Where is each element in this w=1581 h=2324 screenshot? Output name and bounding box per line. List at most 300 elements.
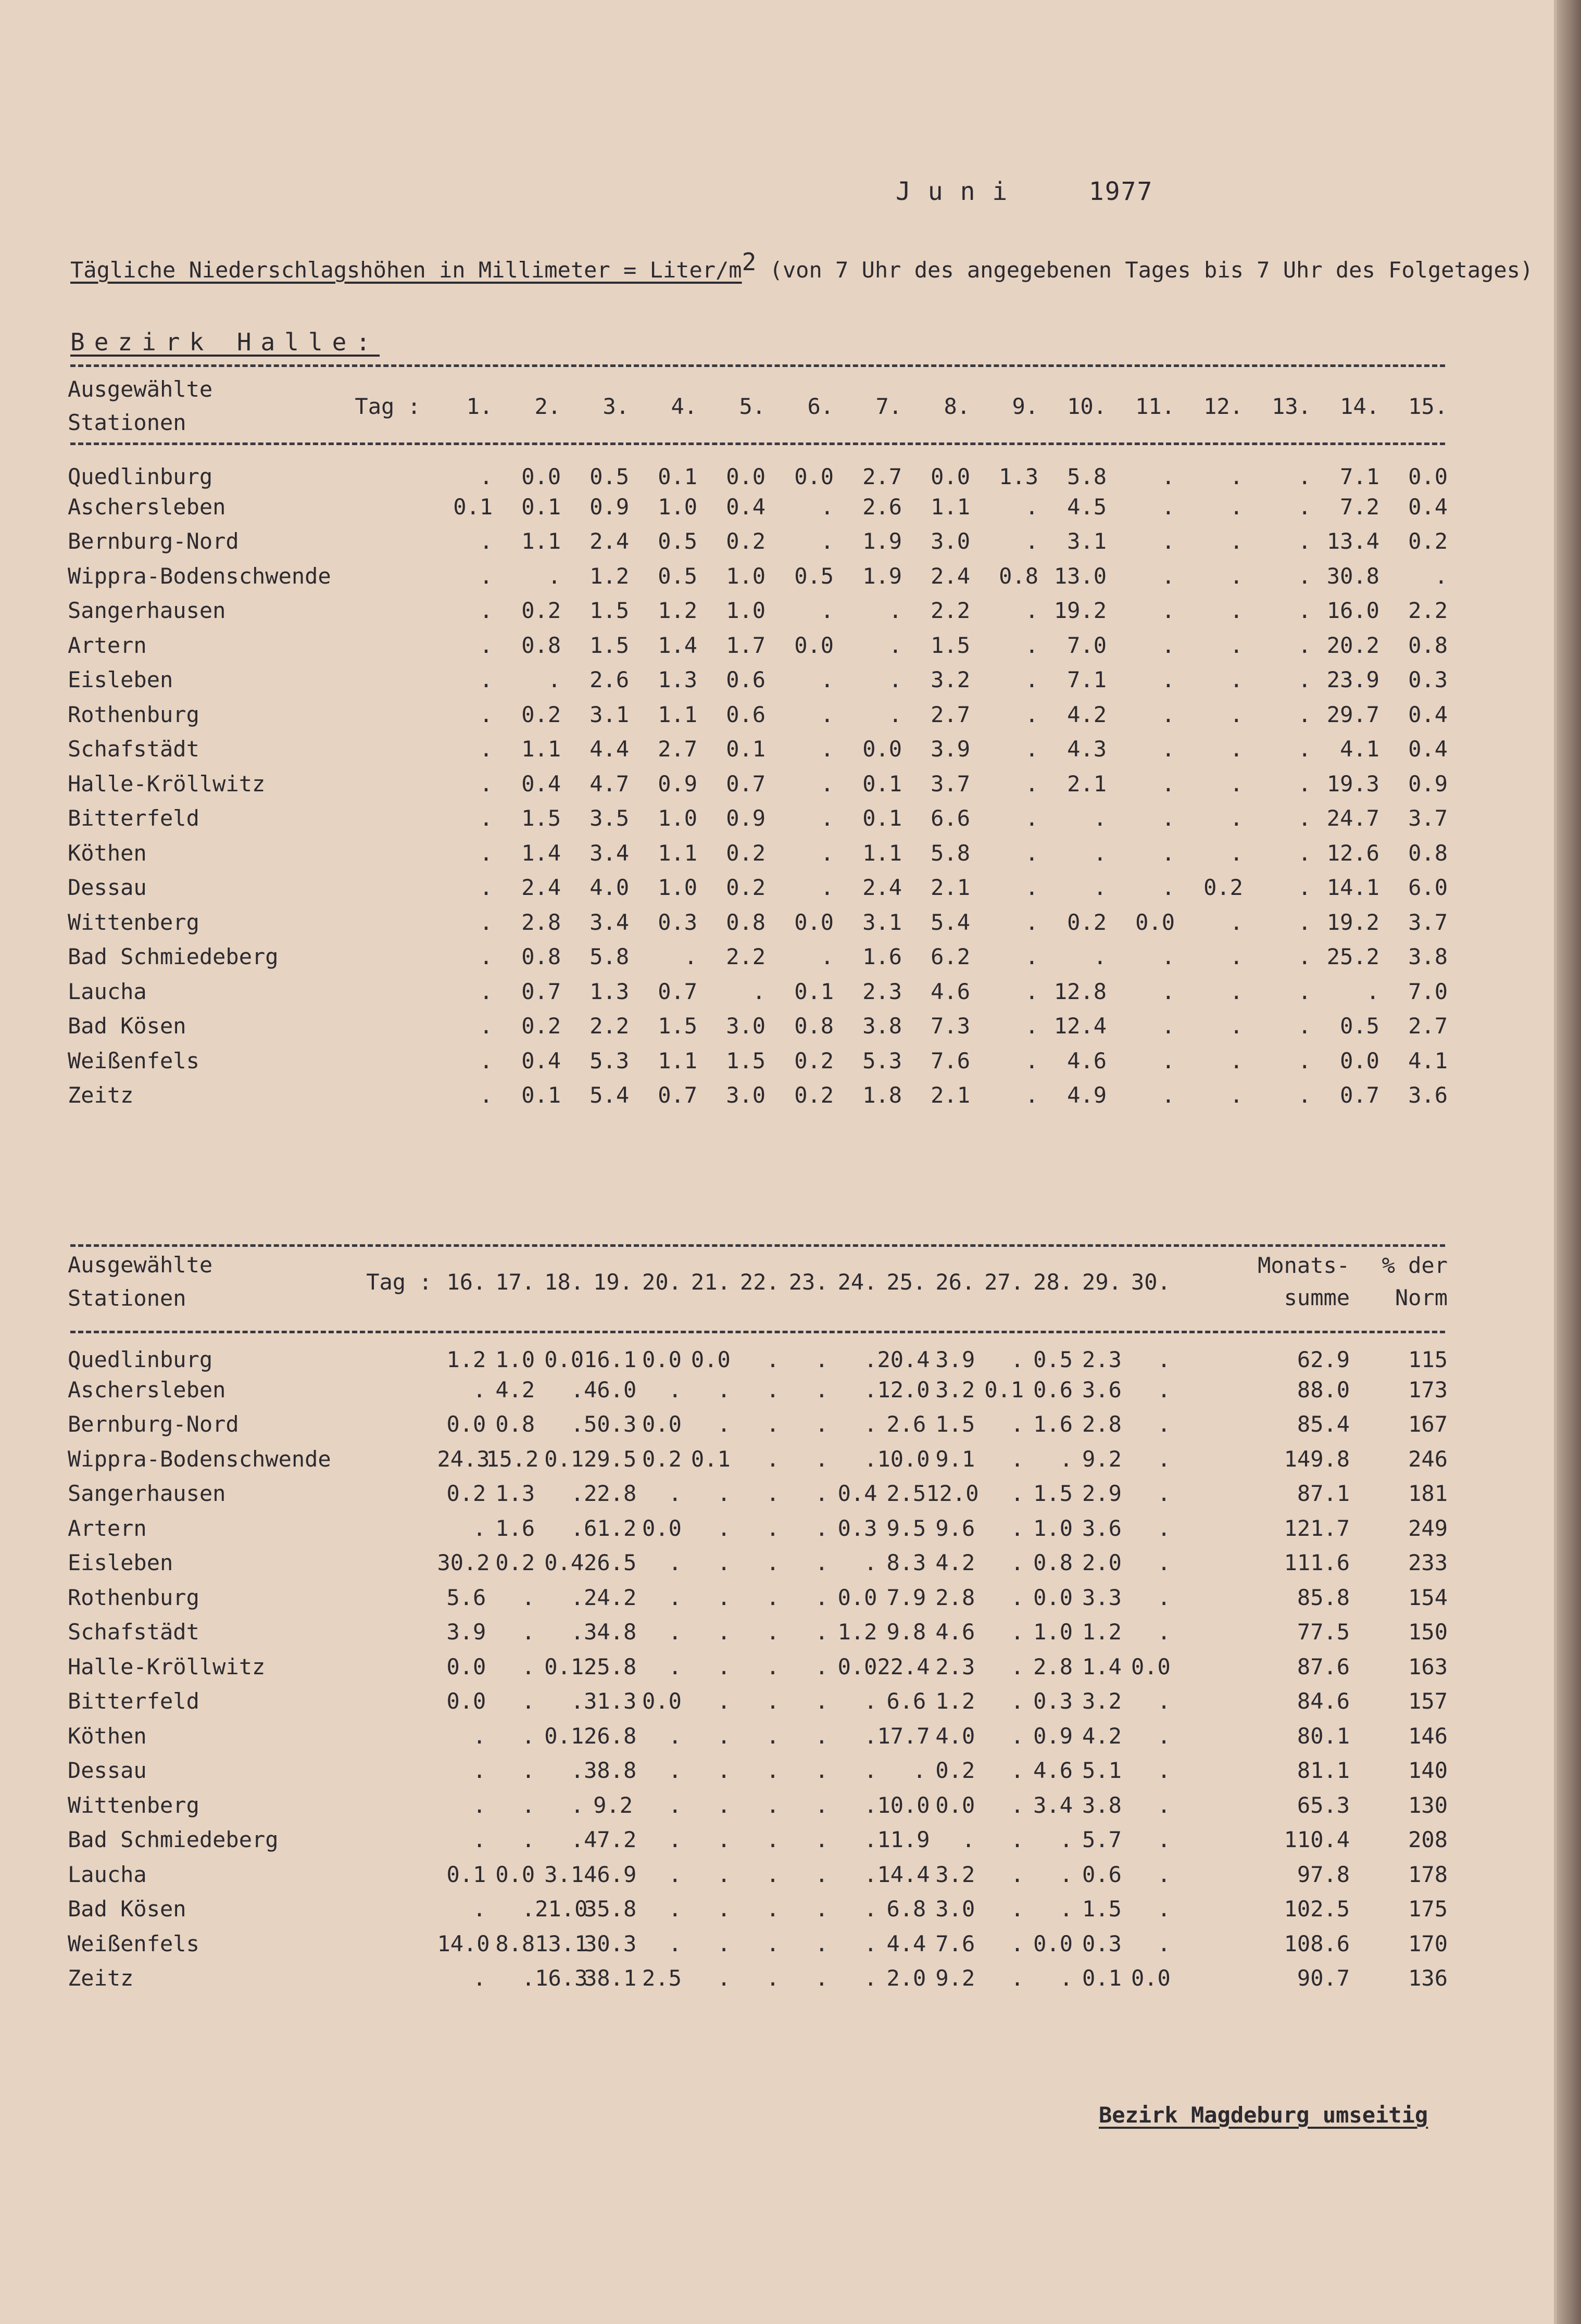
precipitation-value: 0.0 <box>495 1861 535 1887</box>
precipitation-value: 2.8 <box>521 909 561 935</box>
precipitation-value: . <box>815 1550 829 1576</box>
precipitation-value: 4.4 <box>589 736 630 762</box>
precipitation-value: 2.1 <box>931 875 971 901</box>
precipitation-value: 3.1 <box>862 909 902 935</box>
station-name: Eisleben <box>68 1550 173 1576</box>
precipitation-value: . <box>815 1653 829 1679</box>
precipitation-value: . <box>1229 632 1243 658</box>
station-name: Weißenfels <box>68 1930 199 1956</box>
precipitation-value: . <box>1161 494 1175 520</box>
day-header: 18. <box>544 1269 584 1295</box>
precipitation-value: 1.3 <box>658 667 698 693</box>
monthly-sum: 85.4 <box>1297 1411 1350 1437</box>
table-row <box>68 559 1448 593</box>
precipitation-value: . <box>1298 464 1311 489</box>
precipitation-value: 3.1 <box>544 1861 584 1887</box>
precipitation-value: . <box>1298 1013 1311 1039</box>
precipitation-value: 1.4 <box>521 840 561 866</box>
monthly-sum: 62.9 <box>1297 1347 1350 1372</box>
day-header: 30. <box>1131 1269 1171 1295</box>
precipitation-value: . <box>1229 909 1243 935</box>
precipitation-value: 0.2 <box>794 1082 834 1108</box>
precipitation-value: . <box>521 1827 535 1853</box>
monthly-sum: 88.0 <box>1297 1376 1350 1403</box>
precipitation-value: 5.1 <box>1082 1758 1122 1784</box>
tag-spacer <box>351 1078 424 1113</box>
precipitation-value: 0.4 <box>521 771 561 797</box>
precipitation-value: . <box>888 667 902 693</box>
precipitation-value: 1.5 <box>1033 1481 1073 1507</box>
precipitation-value: 4.6 <box>931 978 971 1004</box>
precipitation-value: 3.0 <box>726 1082 766 1108</box>
precipitation-value: 9.2 <box>593 1792 633 1818</box>
precipitation-value: 0.5 <box>658 563 698 589</box>
precipitation-value: 3.8 <box>1408 944 1448 970</box>
tag-spacer <box>361 1961 437 1996</box>
precipitation-value: . <box>479 563 493 589</box>
precipitation-value: . <box>668 1792 682 1818</box>
precipitation-value: 1.3 <box>495 1481 535 1507</box>
precipitation-value: . <box>479 1013 493 1039</box>
precipitation-value: 5.8 <box>589 944 630 970</box>
precipitation-value: . <box>1161 701 1175 727</box>
precipitation-value: . <box>1093 805 1107 831</box>
precipitation-value: . <box>1229 736 1243 762</box>
footer-note: Bezirk Magdeburg umseitig <box>1099 2102 1428 2128</box>
precipitation-value: . <box>815 1930 829 1956</box>
precipitation-value: . <box>547 563 561 589</box>
precipitation-value: 7.1 <box>1067 667 1107 693</box>
precipitation-value: . <box>1157 1515 1171 1541</box>
precipitation-value: 1.2 <box>589 563 630 589</box>
precipitation-value: 0.8 <box>999 563 1039 589</box>
tag-spacer <box>351 1043 424 1078</box>
day-header: 19. <box>593 1269 633 1295</box>
precipitation-value: . <box>521 1792 535 1818</box>
precipitation-value: 21.0 <box>535 1896 588 1922</box>
precipitation-value: 0.8 <box>794 1013 834 1039</box>
precipitation-value: . <box>864 1792 877 1818</box>
norm-percent: 136 <box>1408 1965 1448 1991</box>
precipitation-value: 3.8 <box>862 1013 902 1039</box>
precipitation-value: 0.0 <box>1033 1584 1073 1610</box>
precipitation-value: 9.1 <box>935 1446 975 1472</box>
table-row <box>68 1476 1448 1511</box>
station-name: Bitterfeld <box>68 1688 199 1714</box>
precipitation-value: 2.1 <box>1067 771 1107 797</box>
precipitation-value: . <box>815 1411 829 1437</box>
precipitation-value: 8.8 <box>495 1930 535 1956</box>
precipitation-value: 7.2 <box>1340 494 1379 520</box>
precipitation-value: 3.1 <box>589 701 630 727</box>
tag-spacer <box>361 1546 437 1581</box>
precipitation-value: . <box>1229 840 1243 866</box>
precipitation-value: 2.7 <box>931 701 971 727</box>
table-row <box>68 697 1448 732</box>
precipitation-value: 0.2 <box>495 1550 535 1576</box>
precipitation-value: . <box>1010 1550 1024 1576</box>
day-header: 9. <box>1012 393 1039 419</box>
precipitation-value: . <box>820 598 834 624</box>
precipitation-value: 0.4 <box>544 1550 584 1576</box>
precipitation-value: . <box>1010 1723 1024 1749</box>
day-header: 5. <box>739 393 766 419</box>
precipitation-value: 3.9 <box>931 736 971 762</box>
table-row <box>68 1615 1448 1650</box>
monthly-sum: 111.6 <box>1284 1550 1350 1576</box>
monthly-sum: 77.5 <box>1297 1619 1350 1645</box>
precipitation-value: 0.7 <box>726 771 766 797</box>
precipitation-value: . <box>570 1758 584 1784</box>
table-row <box>68 1926 1448 1961</box>
station-name: Aschersleben <box>68 494 226 520</box>
precipitation-value: . <box>1010 1515 1024 1541</box>
precipitation-value: . <box>1025 528 1039 554</box>
norm-percent: 146 <box>1408 1723 1448 1749</box>
monthly-sum: 97.8 <box>1297 1861 1350 1887</box>
precipitation-value: . <box>766 1896 780 1922</box>
precipitation-value: 0.6 <box>726 667 766 693</box>
precipitation-value: . <box>1229 494 1243 520</box>
precipitation-value: 4.1 <box>1408 1047 1448 1073</box>
precipitation-value: 0.0 <box>691 1347 731 1372</box>
precipitation-value: . <box>1157 1481 1171 1507</box>
precipitation-value: 0.2 <box>446 1481 486 1507</box>
precipitation-value: . <box>1010 1584 1024 1610</box>
precipitation-value: . <box>864 1376 877 1403</box>
precipitation-value: . <box>668 1930 682 1956</box>
precipitation-value: . <box>864 1896 877 1922</box>
precipitation-value: 0.3 <box>1033 1688 1073 1714</box>
precipitation-value: 0.8 <box>521 944 561 970</box>
station-name: Rothenburg <box>68 1584 199 1610</box>
monthly-sum: 108.6 <box>1284 1930 1350 1956</box>
precipitation-value: 1.9 <box>862 528 902 554</box>
precipitation-value: 3.4 <box>589 840 630 866</box>
tag-spacer <box>351 870 424 905</box>
precipitation-value: . <box>1229 805 1243 831</box>
precipitation-value: . <box>684 944 698 970</box>
precipitation-value: . <box>1161 978 1175 1004</box>
station-name: Laucha <box>68 978 147 1004</box>
precipitation-value: 6.6 <box>931 805 971 831</box>
table-row <box>68 439 1448 489</box>
precipitation-value: . <box>1025 805 1039 831</box>
tag-spacer <box>351 559 424 593</box>
precipitation-value: . <box>479 701 493 727</box>
table-row <box>68 1684 1448 1719</box>
precipitation-value: . <box>1161 464 1175 489</box>
precipitation-value: 0.0 <box>642 1515 682 1541</box>
precipitation-value: . <box>815 1481 829 1507</box>
norm-percent: 249 <box>1408 1515 1448 1541</box>
precipitation-value: 0.5 <box>1033 1347 1073 1372</box>
precipitation-value: . <box>1157 1376 1171 1403</box>
precipitation-value: 2.6 <box>589 667 630 693</box>
precipitation-value: 2.7 <box>658 736 698 762</box>
norm-percent: 173 <box>1408 1376 1448 1403</box>
precipitation-value: . <box>1161 667 1175 693</box>
precipitation-value: 4.1 <box>1340 736 1379 762</box>
precipitation-value: . <box>766 1827 780 1853</box>
precipitation-value: 2.1 <box>931 1082 971 1108</box>
precipitation-value: . <box>479 598 493 624</box>
precipitation-value: . <box>1298 875 1311 901</box>
norm-percent: 233 <box>1408 1550 1448 1576</box>
precipitation-value: . <box>479 805 493 831</box>
precipitation-value: 9.5 <box>886 1515 926 1541</box>
precipitation-value: 0.2 <box>642 1446 682 1472</box>
precipitation-value: 3.2 <box>935 1376 975 1403</box>
precipitation-value: . <box>1161 563 1175 589</box>
monthly-sum: 90.7 <box>1297 1965 1350 1991</box>
tag-spacer <box>351 663 424 698</box>
day-header: 2. <box>534 393 561 419</box>
norm-percent: 140 <box>1408 1758 1448 1784</box>
precipitation-value: 2.3 <box>1082 1347 1122 1372</box>
precipitation-value: . <box>1010 1827 1024 1853</box>
precipitation-value: . <box>570 1481 584 1507</box>
precipitation-value: . <box>752 978 766 1004</box>
precipitation-value: . <box>766 1515 780 1541</box>
day-header: 27. <box>984 1269 1024 1295</box>
monthly-sum: 110.4 <box>1284 1827 1350 1853</box>
precipitation-value: 26.8 <box>584 1723 637 1749</box>
precipitation-value: 16.3 <box>535 1965 588 1991</box>
precipitation-value: . <box>1157 1347 1171 1372</box>
precipitation-value: 1.4 <box>1082 1653 1122 1679</box>
precipitation-value: . <box>1059 1861 1073 1887</box>
precipitation-value: . <box>1161 1013 1175 1039</box>
precipitation-value: . <box>570 1515 584 1541</box>
subtitle-superscript: 2 <box>742 248 757 276</box>
precipitation-value: . <box>1093 840 1107 866</box>
precipitation-value: 0.8 <box>1408 840 1448 866</box>
precipitation-value: . <box>1010 1619 1024 1645</box>
precipitation-value: 7.0 <box>1067 632 1107 658</box>
precipitation-value: . <box>766 1376 780 1403</box>
norm-percent: 157 <box>1408 1688 1448 1714</box>
precipitation-value: . <box>1229 944 1243 970</box>
precipitation-value: . <box>864 1827 877 1853</box>
precipitation-value: . <box>913 1758 926 1784</box>
precipitation-value: 0.2 <box>726 840 766 866</box>
precipitation-value: . <box>1298 736 1311 762</box>
station-name: Bad Schmiedeberg <box>68 1827 279 1853</box>
table-header-row <box>68 373 1448 439</box>
precipitation-value: . <box>1298 667 1311 693</box>
table-row <box>68 940 1448 975</box>
precipitation-value: 0.0 <box>544 1347 584 1372</box>
precipitation-value: 0.0 <box>931 464 971 489</box>
precipitation-value: . <box>521 1965 535 1991</box>
precipitation-value: 3.0 <box>726 1013 766 1039</box>
precipitation-value: 0.0 <box>1408 464 1448 489</box>
precipitation-value: 0.9 <box>589 494 630 520</box>
precipitation-value: . <box>766 1619 780 1645</box>
precipitation-value: 1.2 <box>446 1347 486 1372</box>
precipitation-value: 29.5 <box>584 1446 637 1472</box>
day-header: 24. <box>837 1269 877 1295</box>
precipitation-value: . <box>1161 736 1175 762</box>
precipitation-value: 0.4 <box>837 1481 877 1507</box>
table-row <box>68 1857 1448 1892</box>
table-row <box>68 593 1448 628</box>
precipitation-value: . <box>1161 840 1175 866</box>
precipitation-value: 9.2 <box>935 1965 975 1991</box>
day-header: 17. <box>495 1269 535 1295</box>
precipitation-value: . <box>1298 909 1311 935</box>
norm-percent: 115 <box>1408 1347 1448 1372</box>
monthly-sum: 87.1 <box>1297 1481 1350 1507</box>
norm-percent: 167 <box>1408 1411 1448 1437</box>
precipitation-value: 0.2 <box>726 528 766 554</box>
precipitation-value: . <box>1298 1047 1311 1073</box>
precipitation-value: . <box>766 1446 780 1472</box>
precipitation-value: 12.0 <box>926 1481 979 1507</box>
precipitation-value: . <box>1298 701 1311 727</box>
precipitation-value: 0.2 <box>521 701 561 727</box>
precipitation-value: . <box>815 1446 829 1472</box>
precipitation-value: 0.0 <box>446 1688 486 1714</box>
precipitation-value: . <box>766 1688 780 1714</box>
precipitation-value: 19.2 <box>1053 598 1107 624</box>
station-column-header: Ausgewählte Stationen <box>68 376 213 435</box>
precipitation-value: 0.4 <box>1408 494 1448 520</box>
precipitation-value: 1.1 <box>658 1047 698 1073</box>
station-name: Halle-Kröllwitz <box>68 771 266 797</box>
precipitation-value: . <box>766 1584 780 1610</box>
separator-line <box>70 1331 1445 1333</box>
station-name: Eisleben <box>68 667 173 693</box>
precipitation-value: 1.5 <box>658 1013 698 1039</box>
tag-spacer <box>361 1615 437 1650</box>
precipitation-value: . <box>717 1688 731 1714</box>
precipitation-value: . <box>521 1619 535 1645</box>
precipitation-value: . <box>668 1827 682 1853</box>
table-row <box>68 489 1448 524</box>
precipitation-value: . <box>1059 1965 1073 1991</box>
precipitation-value: . <box>668 1584 682 1610</box>
precipitation-value: . <box>1010 1347 1024 1372</box>
precipitation-value: . <box>766 1723 780 1749</box>
precipitation-value: 1.1 <box>521 736 561 762</box>
separator-line <box>70 1244 1445 1247</box>
precipitation-value: . <box>1161 632 1175 658</box>
tag-spacer <box>351 801 424 836</box>
precipitation-value: 0.3 <box>1408 667 1448 693</box>
norm-percent: 208 <box>1408 1827 1448 1853</box>
precipitation-value: . <box>1298 771 1311 797</box>
precipitation-value: 0.1 <box>862 805 902 831</box>
precipitation-value: 0.2 <box>935 1758 975 1784</box>
precipitation-value: . <box>668 1653 682 1679</box>
precipitation-value: . <box>717 1792 731 1818</box>
precipitation-value: 0.1 <box>658 464 698 489</box>
precipitation-value: . <box>1161 1082 1175 1108</box>
precipitation-value: . <box>479 632 493 658</box>
precipitation-value: . <box>479 464 493 489</box>
precipitation-value: 0.0 <box>642 1347 682 1372</box>
precipitation-value: 1.2 <box>1082 1619 1122 1645</box>
precipitation-value: . <box>820 494 834 520</box>
monthly-sum-header <box>1171 1248 1350 1315</box>
precipitation-value: 0.0 <box>837 1584 877 1610</box>
station-name: Zeitz <box>68 1965 134 1991</box>
table-row <box>68 1315 1448 1372</box>
precipitation-value: 4.6 <box>935 1619 975 1645</box>
precipitation-value: . <box>815 1827 829 1853</box>
precipitation-value: . <box>1298 494 1311 520</box>
precipitation-value: 38.1 <box>584 1965 637 1991</box>
precipitation-value: . <box>1229 771 1243 797</box>
precipitation-value: 0.0 <box>1340 1047 1379 1073</box>
precipitation-value: 1.0 <box>1033 1515 1073 1541</box>
precipitation-value: 0.5 <box>794 563 834 589</box>
precipitation-value: 0.1 <box>544 1446 584 1472</box>
precipitation-value: 4.6 <box>1033 1758 1073 1784</box>
station-name: Schafstädt <box>68 1619 199 1645</box>
precipitation-value: . <box>766 1550 780 1576</box>
precipitation-value: . <box>717 1861 731 1887</box>
tag-spacer <box>351 697 424 732</box>
tag-spacer <box>361 1580 437 1615</box>
precipitation-value: . <box>479 875 493 901</box>
precipitation-value: 9.6 <box>935 1515 975 1541</box>
precipitation-value: . <box>1157 1861 1171 1887</box>
precipitation-value: . <box>1229 598 1243 624</box>
precipitation-value: 30.2 <box>437 1550 490 1576</box>
precipitation-value: 1.0 <box>658 805 698 831</box>
table-row <box>68 1009 1448 1044</box>
precipitation-value: . <box>820 840 834 866</box>
precipitation-value: 1.2 <box>935 1688 975 1714</box>
day-header: 28. <box>1033 1269 1073 1295</box>
precipitation-value: . <box>668 1550 682 1576</box>
precipitation-value: . <box>888 598 902 624</box>
precipitation-value: 0.9 <box>658 771 698 797</box>
precipitation-value: 0.7 <box>658 978 698 1004</box>
table-row <box>68 732 1448 767</box>
tag-spacer <box>361 1823 437 1858</box>
precipitation-value: . <box>668 1896 682 1922</box>
precipitation-value: 2.3 <box>862 978 902 1004</box>
precipitation-value: 10.0 <box>877 1446 930 1472</box>
station-name: Bad Schmiedeberg <box>68 944 279 970</box>
precipitation-value: 1.0 <box>658 875 698 901</box>
precipitation-value: . <box>1059 1896 1073 1922</box>
precipitation-value: . <box>1229 563 1243 589</box>
precipitation-value: 0.2 <box>1203 875 1243 901</box>
precipitation-value: 0.9 <box>1033 1723 1073 1749</box>
precipitation-value: 1.6 <box>862 944 902 970</box>
precipitation-value: 0.1 <box>544 1723 584 1749</box>
precipitation-value: . <box>717 1515 731 1541</box>
precipitation-value: 5.8 <box>931 840 971 866</box>
day-header: 3. <box>603 393 630 419</box>
precipitation-value: . <box>717 1584 731 1610</box>
precipitation-value: . <box>479 1047 493 1073</box>
table-row <box>68 766 1448 801</box>
precipitation-value: 0.2 <box>794 1047 834 1073</box>
precipitation-value: . <box>1025 1013 1039 1039</box>
precipitation-value: . <box>1161 598 1175 624</box>
precipitation-value: 0.1 <box>984 1376 1024 1403</box>
table-row <box>68 870 1448 905</box>
precipitation-value: . <box>766 1411 780 1437</box>
station-name: Wittenberg <box>68 909 199 935</box>
table-header-row <box>68 1248 1448 1315</box>
